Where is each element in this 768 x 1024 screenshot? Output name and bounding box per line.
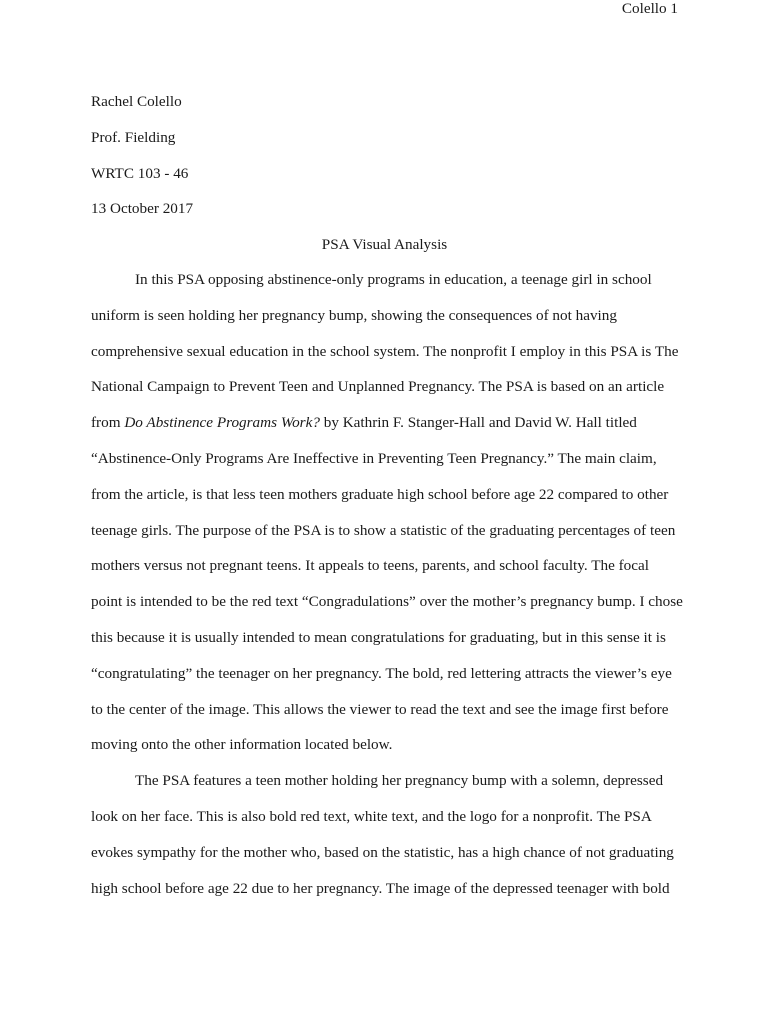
body-line: In this PSA opposing abstinence-only programs in education, a teenage girl in school	[135, 271, 652, 288]
body-text-segment: from	[91, 414, 125, 432]
body-line-with-italic	[91, 413, 681, 449]
body-text-segment: by Kathrin F. Stanger-Hall and David W. Hall titled	[319, 414, 637, 432]
body-line: teenage girls. The purpose of the PSA is to show a statistic of the graduating percentages of teen	[91, 521, 676, 539]
essay-body	[91, 270, 681, 914]
body-line: high school before age 22 due to her pregnancy. The image of the depressed teenager with bold	[91, 879, 670, 897]
body-line: mothers versus not pregnant teens. It appeals to teens, parents, and school faculty. The focal	[91, 557, 649, 575]
body-line: this because it is usually intended to mean congratulations for graduating, but in this sense it is	[91, 628, 666, 646]
body-line: point is intended to be the red text “Congradulations” over the mother’s pregnancy bump. I chose	[91, 593, 683, 611]
running-head: Colello 1	[621, 0, 678, 17]
body-line: uniform is seen holding her pregnancy bump, showing the consequences of not having	[91, 306, 617, 324]
essay-date: 13 October 2017	[91, 200, 194, 218]
body-line: look on her face. This is also bold red text, white text, and the logo for a nonprofit. The PSA	[91, 807, 652, 825]
body-line: The PSA features a teen mother holding her pregnancy bump with a solemn, depressed	[135, 772, 664, 790]
body-line: evokes sympathy for the mother who, based on the statistic, has a high chance of not graduating	[91, 843, 674, 861]
body-line: to the center of the image. This allows the viewer to read the text and see the image first before	[91, 700, 669, 718]
body-line: “Abstinence-Only Programs Are Ineffective in Preventing Teen Pregnancy.” The main claim,	[91, 449, 657, 467]
body-line: moving onto the other information located below.	[91, 736, 393, 754]
body-line: “congratulating” the teenager on her pregnancy. The bold, red lettering attracts the viewer’s eye	[91, 664, 672, 682]
body-line: from the article, is that less teen mothers graduate high school before age 22 compared to other	[91, 485, 669, 503]
author-name: Rachel Colello	[91, 93, 182, 110]
instructor-name: Prof. Fielding	[91, 128, 176, 146]
body-line: National Campaign to Prevent Teen and Unplanned Pregnancy. The PSA is based on an article	[91, 378, 665, 396]
course-name: WRTC 103 - 46	[91, 164, 189, 182]
mla-heading	[91, 92, 681, 235]
article-source-title: Do Abstinence Programs Work?	[124, 414, 320, 432]
essay-title: PSA Visual Analysis	[321, 236, 448, 253]
body-line: comprehensive sexual education in the school system. The nonprofit I employ in this PSA is The	[91, 342, 679, 360]
